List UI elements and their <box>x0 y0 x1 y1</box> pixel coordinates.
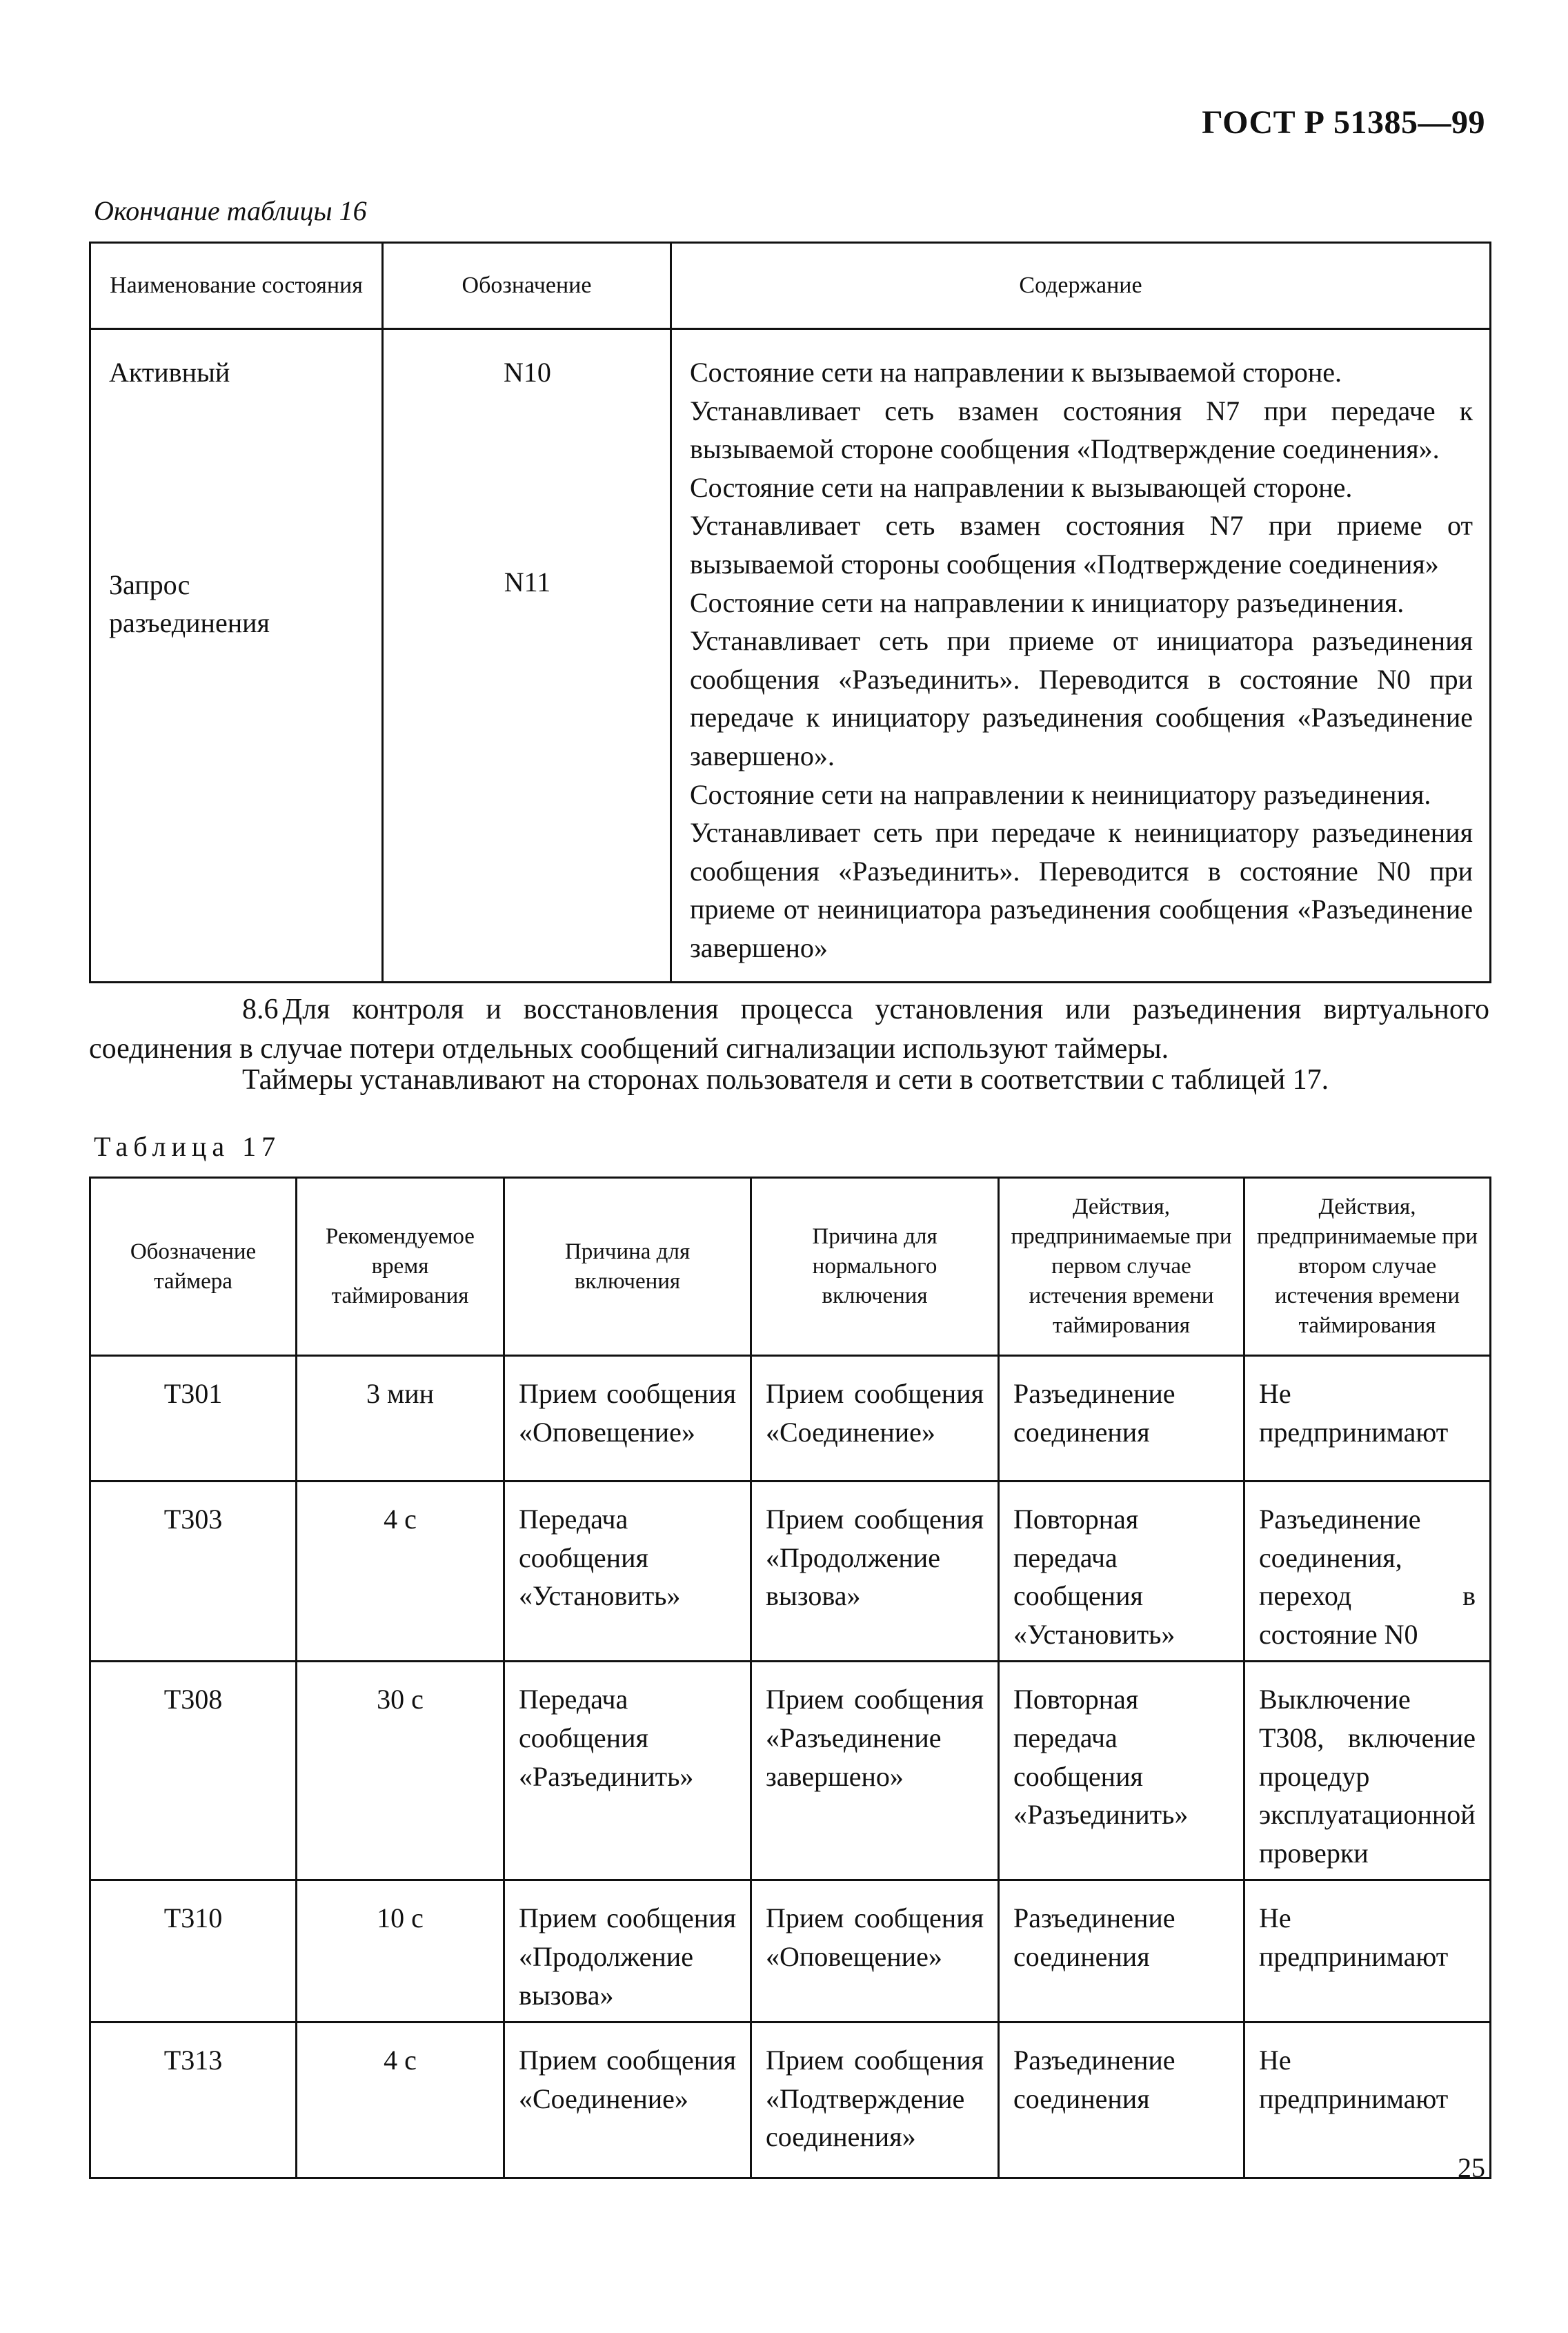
column-header-reason: Причина для включения <box>504 1178 751 1356</box>
content-cell <box>671 329 1491 983</box>
section-text: Для контроля и восстановления процесса установления или разъединения виртуального соединения в случае потери отдельных сообщений сигнализации используют таймеры. <box>89 994 1489 1065</box>
second-action-cell: Выключение T308, включение процедур эксплуатационной проверки <box>1244 1662 1491 1880</box>
column-header-content: Содержание <box>671 243 1491 329</box>
table-row <box>90 2022 1491 2178</box>
second-action-cell: Не предпринимают <box>1244 1356 1491 1481</box>
table-row <box>90 1880 1491 2022</box>
second-action-cell: Разъединение соединения, переход в состояние N0 <box>1244 1481 1491 1662</box>
second-action-cell: Не предпринимают <box>1244 2022 1491 2178</box>
column-header-timer: Обозначение таймера <box>90 1178 297 1356</box>
content-text: Состояние сети на направлении к вызываемой стороне. <box>690 357 1342 388</box>
timer-cell: T303 <box>90 1481 297 1662</box>
state-code: N10 <box>504 357 551 388</box>
state-name-cell <box>90 329 383 983</box>
content-text: Состояние сети на направлении к инициатору разъединения. <box>690 587 1405 618</box>
table-17 <box>89 1177 1491 2179</box>
section-8-6-paragraph-2: Таймеры устанавливают на сторонах пользователя и сети в соответствии с таблицей 17. <box>242 1064 1329 1096</box>
section-8-6-paragraph <box>89 990 1489 1069</box>
timer-cell: T301 <box>90 1356 297 1481</box>
first-action-cell: Разъединение соединения <box>999 2022 1244 2178</box>
reason-cell: Передача сообщения «Разъединить» <box>504 1662 751 1880</box>
normal-reason-cell: Прием сообщения «Оповещение» <box>751 1880 999 2022</box>
reason-cell: Передача сообщения «Установить» <box>504 1481 751 1662</box>
timer-cell: T313 <box>90 2022 297 2178</box>
table-row <box>90 1481 1491 1662</box>
table-16-caption: Окончание таблицы 16 <box>94 195 367 226</box>
normal-reason-cell: Прием сообщения «Соединение» <box>751 1356 999 1481</box>
table-row <box>90 1356 1491 1481</box>
timer-cell: T308 <box>90 1662 297 1880</box>
time-cell: 3 мин <box>297 1356 504 1481</box>
table-row <box>90 329 1491 983</box>
table-16 <box>89 242 1491 983</box>
document-code: ГОСТ Р 51385—99 <box>1202 104 1485 141</box>
state-code: N11 <box>504 566 551 598</box>
column-header-state-name: Наименование состояния <box>90 243 383 329</box>
column-header-time: Рекомендуемое время таймирования <box>297 1178 504 1356</box>
time-cell: 30 с <box>297 1662 504 1880</box>
designation-cell <box>383 329 671 983</box>
column-header-first-action: Действия, предпринимаемые при первом случае истечения времени таймирования <box>999 1178 1244 1356</box>
state-name: Активный <box>109 357 230 388</box>
content-text: Состояние сети на направлении к вызывающей стороне. <box>690 471 1353 503</box>
content-text: Устанавливает сеть взамен состояния N7 при приеме от вызываемой стороны сообщения «Подтверждение соединения» <box>690 510 1473 580</box>
time-cell: 4 с <box>297 1481 504 1662</box>
content-text: Состояние сети на направлении к неинициатору разъединения. <box>690 778 1431 810</box>
normal-reason-cell: Прием сообщения «Продолжение вызова» <box>751 1481 999 1662</box>
second-action-cell: Не предпринимают <box>1244 1880 1491 2022</box>
normal-reason-cell: Прием сообщения «Разъединение завершено» <box>751 1662 999 1880</box>
content-text: Устанавливает сеть взамен состояния N7 при передаче к вызываемой стороне сообщения «Подтверждение соединения». <box>690 395 1473 465</box>
first-action-cell: Разъединение соединения <box>999 1880 1244 2022</box>
state-name: Запрос разъединения <box>109 569 270 639</box>
column-header-second-action: Действия, предпринимаемые при втором случае истечения времени таймирования <box>1244 1178 1491 1356</box>
reason-cell: Прием сообщения «Продолжение вызова» <box>504 1880 751 2022</box>
table-16-header-row <box>90 243 1491 329</box>
reason-cell: Прием сообщения «Соединение» <box>504 2022 751 2178</box>
section-number: 8.6 <box>242 994 279 1025</box>
time-cell: 10 с <box>297 1880 504 2022</box>
reason-cell: Прием сообщения «Оповещение» <box>504 1356 751 1481</box>
normal-reason-cell: Прием сообщения «Подтверждение соединения» <box>751 2022 999 2178</box>
content-text: Устанавливает сеть при приеме от инициатора разъединения сообщения «Разъединить». Переводится в состояние N0 при передаче к инициатору разъединения сообщения «Разъединение завершено». <box>690 625 1473 771</box>
table-row <box>90 1662 1491 1880</box>
timer-cell: T310 <box>90 1880 297 2022</box>
column-header-normal-reason: Причина для нормального включения <box>751 1178 999 1356</box>
first-action-cell: Повторная передача сообщения «Разъединить» <box>999 1662 1244 1880</box>
table-17-caption: Таблица 17 <box>94 1131 281 1162</box>
time-cell: 4 с <box>297 2022 504 2178</box>
content-text: Устанавливает сеть при передаче к неинициатору разъединения сообщения «Разъединить». Переводится в состояние N0 при приеме от неинициатора разъединения сообщения «Разъединение завершено» <box>690 817 1473 963</box>
page-number: 25 <box>1458 2152 1485 2183</box>
first-action-cell: Разъединение соединения <box>999 1356 1244 1481</box>
first-action-cell: Повторная передача сообщения «Установить» <box>999 1481 1244 1662</box>
table-17-header-row <box>90 1178 1491 1356</box>
column-header-designation: Обозначение <box>383 243 671 329</box>
